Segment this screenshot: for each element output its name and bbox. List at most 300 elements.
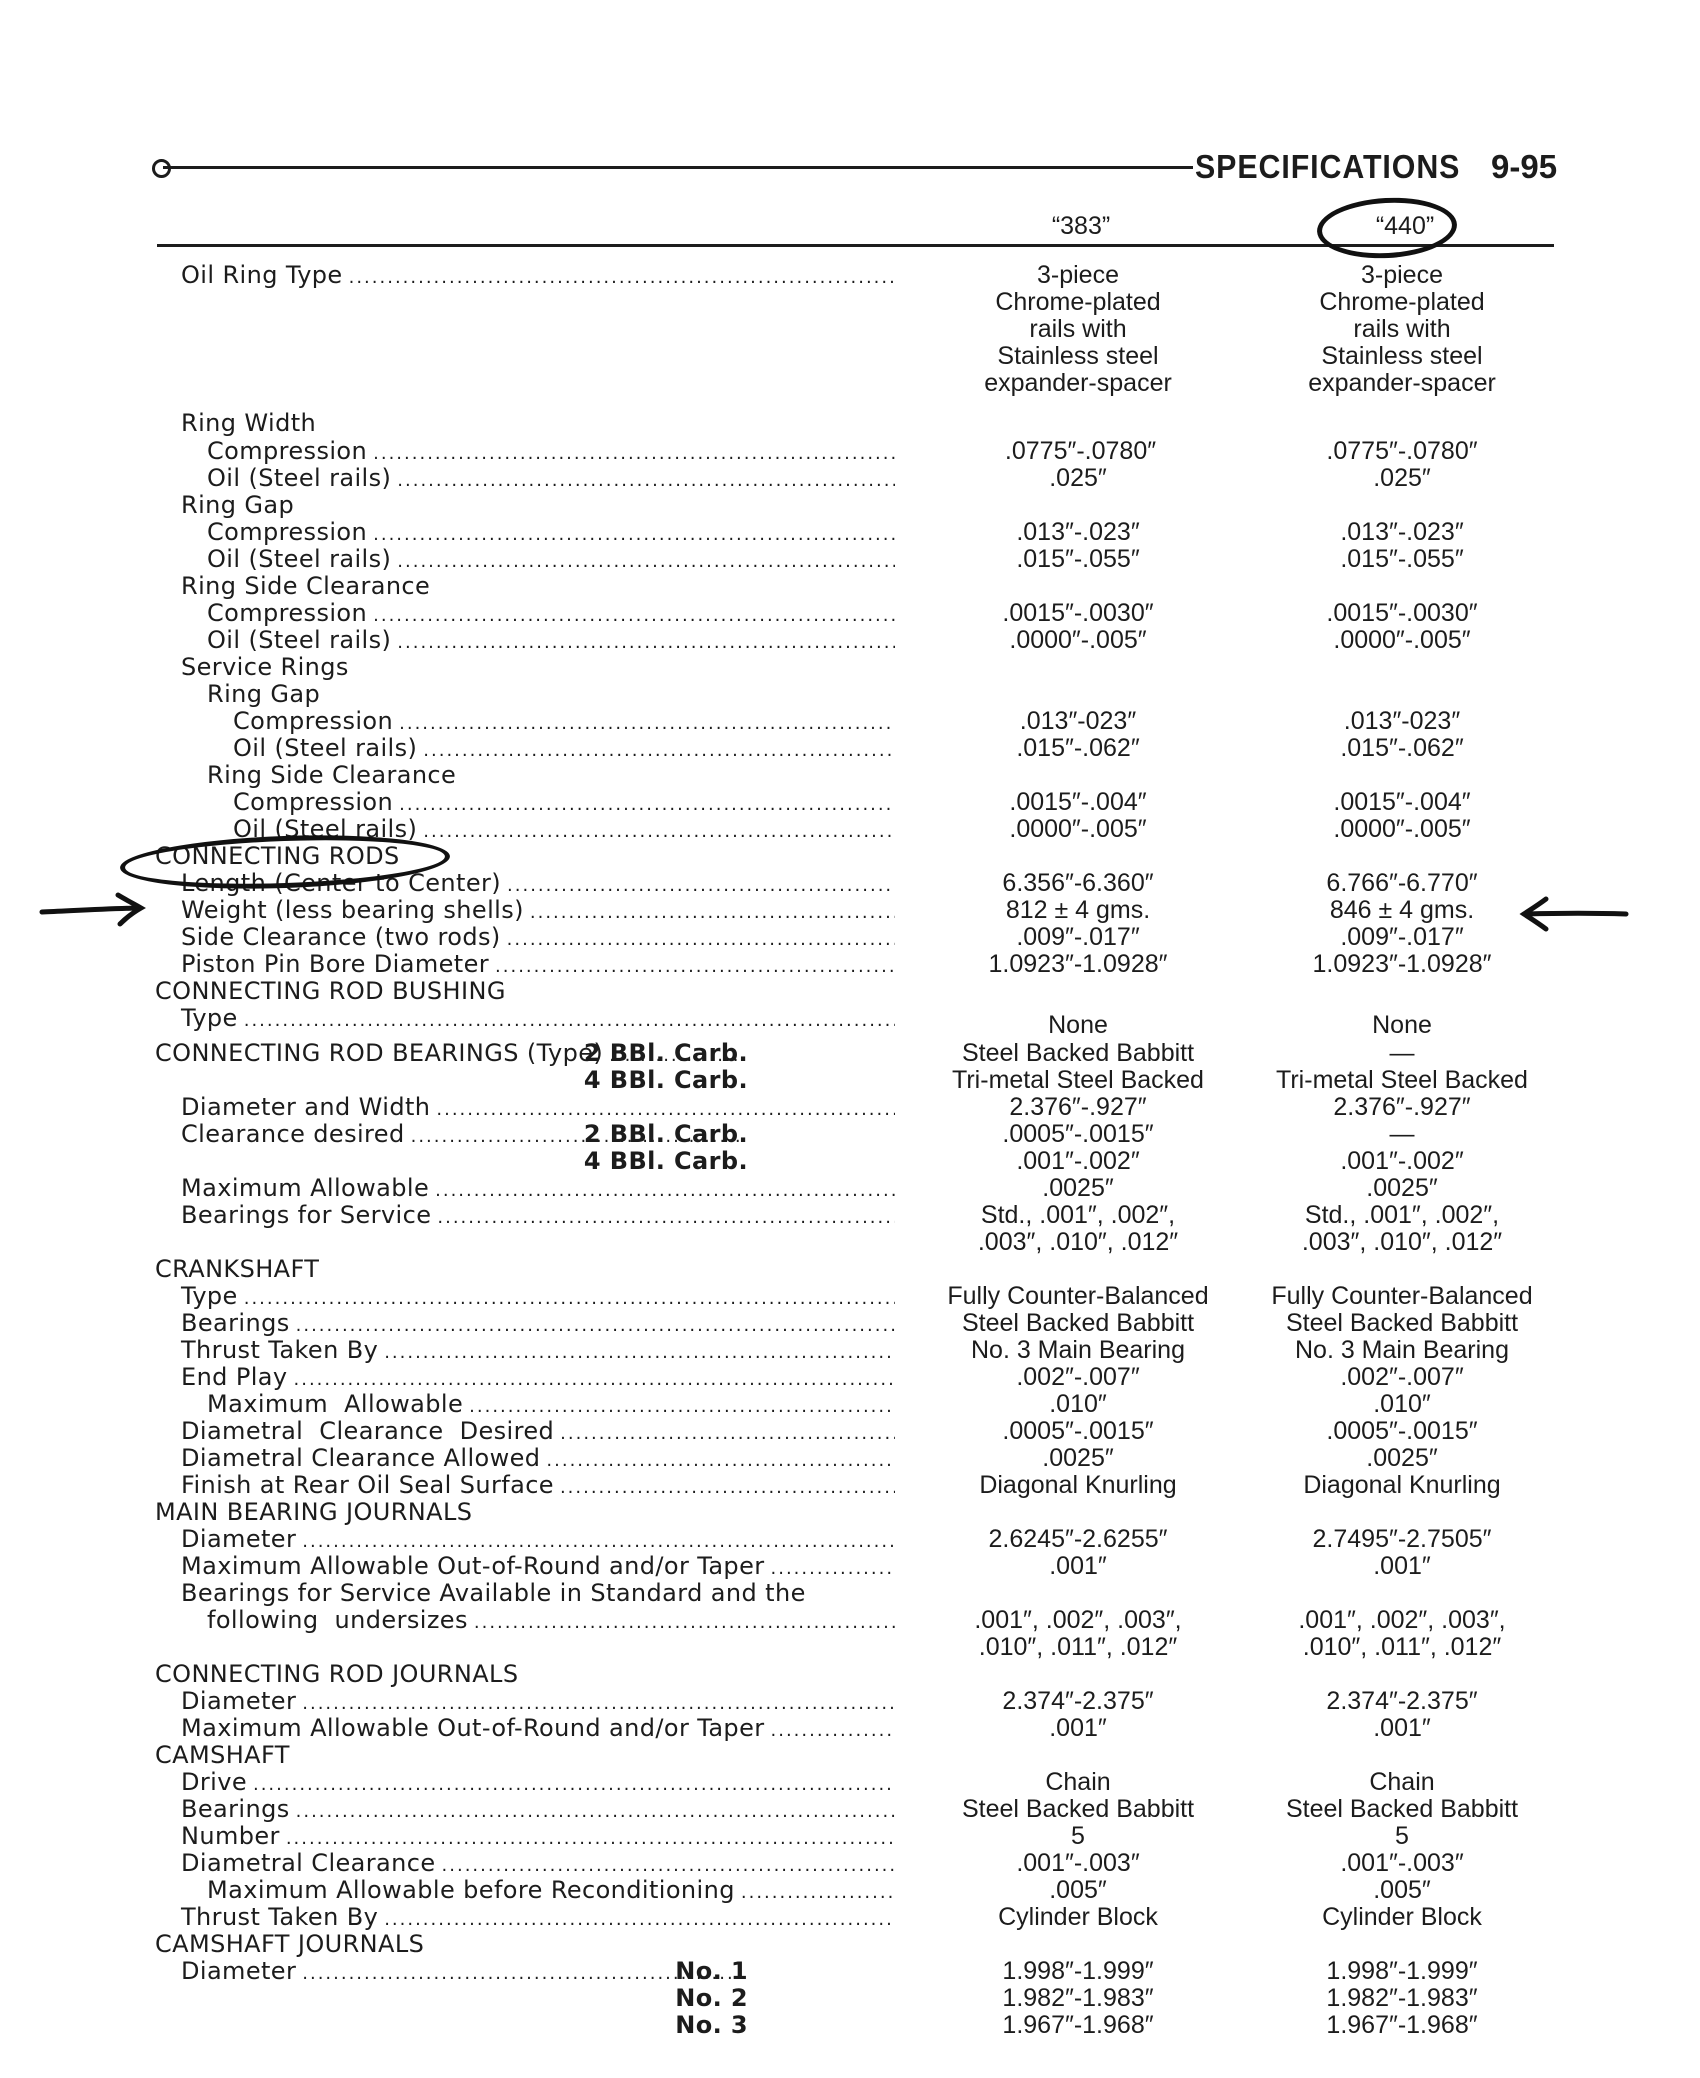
spec-value-440	[1242, 1553, 1562, 1580]
spec-value-line: 3-piece	[1361, 261, 1443, 289]
spec-sublabel-text: 2 BBl. Carb.	[583, 1039, 748, 1067]
spec-value-440	[1242, 1012, 1562, 1039]
spec-value-line: 2.374″-2.375″	[1326, 1687, 1478, 1715]
spec-value-line: .013″-.023″	[1016, 518, 1140, 546]
spec-label-text: Weight (less bearing shells)	[181, 896, 524, 924]
spec-value-440	[1242, 1175, 1562, 1202]
spec-value-line: .010″, .011″, .012″	[1302, 1633, 1502, 1661]
dot-leader	[253, 1771, 895, 1798]
spec-sublabel	[667, 1985, 748, 2012]
spec-value-440	[1242, 1202, 1562, 1256]
spec-value-440	[1242, 1607, 1562, 1661]
spec-label-text: Ring Gap	[207, 680, 321, 708]
spec-sublabel	[576, 1067, 748, 1094]
spec-value-line: .001″	[1049, 1552, 1107, 1580]
spec-value-line: 1.998″-1.999″	[1326, 1957, 1478, 1985]
spec-value-440	[1242, 1796, 1562, 1823]
spec-value-line: 812 ± 4 gms.	[1005, 896, 1151, 924]
spec-label-text: Finish at Rear Oil Seal Surface	[181, 1471, 554, 1499]
spec-value-440	[1242, 1877, 1562, 1904]
spec-value-440	[1242, 1040, 1562, 1067]
spec-label-text: CAMSHAFT JOURNALS	[155, 1930, 425, 1958]
spec-label-text: Compression	[233, 788, 394, 816]
spec-label	[181, 1850, 895, 1879]
spec-value-line: Steel Backed Babbitt	[961, 1309, 1195, 1337]
spec-label	[181, 1580, 895, 1607]
spec-value-line: 1.982″-1.983″	[1326, 1984, 1478, 2012]
spec-value-440	[1242, 519, 1562, 546]
spec-value-440	[1242, 1958, 1562, 1985]
spec-value-440	[1242, 1067, 1562, 1094]
spec-label-text: Length (Center to Center)	[181, 869, 502, 897]
dot-leader	[384, 1906, 895, 1933]
spec-sublabel	[667, 1958, 748, 1985]
spec-label	[207, 600, 895, 629]
spec-value-383	[918, 1094, 1238, 1121]
spec-value-440	[1242, 1337, 1562, 1364]
spec-label	[181, 1202, 895, 1231]
spec-value-383	[918, 924, 1238, 951]
spec-label	[181, 410, 895, 437]
spec-value-line: Steel Backed Babbitt	[961, 1039, 1195, 1067]
dot-leader	[397, 548, 895, 575]
spec-value-line: Steel Backed Babbitt	[1285, 1309, 1519, 1337]
spec-value-383	[918, 1202, 1238, 1256]
spec-sublabel	[576, 1040, 748, 1067]
spec-label-text: Ring Width	[181, 409, 317, 437]
spec-label-text: Diametral Clearance Allowed	[181, 1444, 541, 1472]
spec-value-line: .002″-.007″	[1340, 1363, 1464, 1391]
spec-value-line: Tri-metal Steel Backed	[952, 1066, 1204, 1094]
spec-label	[181, 1445, 895, 1474]
spec-value-line: .0025″	[1042, 1174, 1114, 1202]
spec-label	[207, 438, 895, 467]
spec-value-line: .001″-.002″	[1340, 1147, 1464, 1175]
spec-value-line: .015″-.055″	[1340, 545, 1464, 573]
spec-label-text: CONNECTING ROD BEARINGS (Type)	[155, 1039, 604, 1067]
spec-value-383	[918, 1823, 1238, 1850]
spec-label-text: Compression	[207, 437, 368, 465]
spec-value-383	[918, 600, 1238, 627]
spec-label	[181, 1364, 895, 1393]
spec-value-line: Fully Counter-Balanced	[1271, 1282, 1533, 1310]
spec-label	[207, 519, 895, 548]
spec-value-line: .025″	[1049, 464, 1107, 492]
spec-value-440	[1242, 627, 1562, 654]
spec-value-383	[918, 465, 1238, 492]
spec-label-text: Diameter	[181, 1957, 297, 1985]
spec-value-line: Steel Backed Babbitt	[961, 1795, 1195, 1823]
spec-label	[181, 573, 895, 600]
spec-label-text: Bearings	[181, 1795, 290, 1823]
dot-leader	[296, 1798, 895, 1825]
spec-value-383	[918, 1067, 1238, 1094]
spec-label-text: Ring Side Clearance	[181, 572, 431, 600]
dot-leader	[294, 1366, 896, 1393]
spec-label-text: Compression	[207, 518, 368, 546]
spec-value-383	[918, 262, 1238, 397]
spec-value-383	[918, 1418, 1238, 1445]
spec-value-383	[918, 1310, 1238, 1337]
spec-label	[207, 546, 895, 575]
spec-value-line: 3-piece	[1037, 261, 1119, 289]
dot-leader	[423, 737, 895, 764]
spec-sublabel-text: No. 3	[675, 2011, 748, 2039]
spec-value-line: 2.7495″-2.7505″	[1312, 1525, 1492, 1553]
spec-value-line: —	[1389, 1039, 1415, 1067]
spec-value-line: 2.376″-.927″	[1333, 1093, 1471, 1121]
spec-label	[181, 1418, 895, 1447]
spec-value-line: None	[1048, 1011, 1108, 1039]
spec-label	[181, 654, 895, 681]
spec-value-line: Chain	[1045, 1768, 1111, 1796]
spec-value-line: Chrome-plated	[1319, 288, 1485, 316]
spec-label	[181, 1526, 895, 1555]
spec-label-text: following undersizes	[207, 1606, 468, 1634]
spec-value-383	[918, 897, 1238, 924]
spec-value-line: .015″-.062″	[1016, 734, 1140, 762]
spec-value-440	[1242, 600, 1562, 627]
spec-value-line: 2.6245″-2.6255″	[988, 1525, 1168, 1553]
spec-label	[181, 1337, 895, 1366]
spec-label-text: Diameter and Width	[181, 1093, 431, 1121]
dot-leader	[741, 1879, 895, 1906]
spec-label-text: Oil (Steel rails)	[207, 545, 392, 573]
spec-value-440	[1242, 1715, 1562, 1742]
dot-leader	[349, 264, 895, 291]
spec-value-383	[918, 1715, 1238, 1742]
spec-value-line: .010″, .011″, .012″	[978, 1633, 1178, 1661]
spec-label-text: Thrust Taken By	[181, 1903, 379, 1931]
spec-value-line: .0015″-.004″	[1009, 788, 1147, 816]
spec-value-line: .013″-023″	[1019, 707, 1137, 735]
spec-sublabel-text: No. 2	[675, 1984, 748, 2012]
spec-label-text: Compression	[207, 599, 368, 627]
spec-value-line: .0775″-.0780″	[1326, 437, 1478, 465]
spec-value-440	[1242, 262, 1562, 397]
spec-value-383	[918, 1553, 1238, 1580]
spec-label	[181, 492, 895, 519]
spec-label	[155, 1256, 895, 1283]
spec-label	[181, 1175, 895, 1204]
spec-sublabel-text: 4 BBl. Carb.	[583, 1147, 748, 1175]
spec-value-line: Cylinder Block	[998, 1903, 1158, 1931]
dot-leader	[244, 1007, 895, 1034]
spec-value-383	[918, 1337, 1238, 1364]
spec-label-text: Thrust Taken By	[181, 1336, 379, 1364]
spec-value-383	[918, 546, 1238, 573]
spec-label	[181, 1094, 895, 1123]
spec-value-line: Fully Counter-Balanced	[947, 1282, 1209, 1310]
spec-label	[207, 1877, 895, 1906]
spec-value-383	[918, 1796, 1238, 1823]
spec-value-440	[1242, 1283, 1562, 1310]
spec-label-text: Maximum Allowable before Reconditioning	[207, 1876, 735, 1904]
spec-value-440	[1242, 951, 1562, 978]
spec-value-line: .015″-.055″	[1016, 545, 1140, 573]
spec-value-383	[918, 789, 1238, 816]
spec-label-text: Diameter	[181, 1525, 297, 1553]
dot-leader	[373, 602, 895, 629]
spec-label-text: Bearings	[181, 1309, 290, 1337]
spec-value-line: .003″, .010″, .012″	[1301, 1228, 1503, 1256]
spec-label	[207, 627, 895, 656]
spec-value-440	[1242, 897, 1562, 924]
spec-value-line: .0000″-.005″	[1009, 626, 1147, 654]
spec-value-line: 1.967″-1.968″	[1326, 2011, 1478, 2039]
spec-value-383	[918, 2012, 1238, 2039]
spec-value-383	[918, 816, 1238, 843]
spec-value-383	[918, 1175, 1238, 1202]
spec-label-text: Oil (Steel rails)	[233, 734, 418, 762]
spec-value-line: .001″, .002″, .003″,	[974, 1606, 1182, 1634]
spec-value-line: .0775″-.0780″	[999, 437, 1157, 465]
spec-value-440	[1242, 870, 1562, 897]
spec-label	[207, 762, 895, 789]
spec-value-line: .0015″-.0030″	[1002, 599, 1154, 627]
spec-label	[233, 735, 895, 764]
spec-value-line: .025″	[1373, 464, 1431, 492]
spec-value-440	[1242, 1310, 1562, 1337]
dot-leader	[530, 899, 895, 926]
dot-leader	[469, 1393, 895, 1420]
spec-value-line: .001″-.003″	[1016, 1849, 1140, 1877]
spec-label-text: CONNECTING RODS	[155, 842, 400, 870]
spec-value-440	[1242, 546, 1562, 573]
spec-value-440	[1242, 1121, 1562, 1148]
spec-value-383	[918, 1526, 1238, 1553]
dot-leader	[302, 1528, 895, 1555]
spec-value-383	[918, 870, 1238, 897]
spec-value-line: No. 3 Main Bearing	[1294, 1336, 1509, 1364]
dot-leader	[296, 1312, 895, 1339]
dot-leader	[771, 1717, 896, 1744]
spec-value-440	[1242, 1418, 1562, 1445]
spec-value-line: Std., .001″, .002″,	[1304, 1201, 1500, 1229]
spec-label	[155, 1931, 895, 1958]
spec-value-line: .0000″-.005″	[1333, 815, 1471, 843]
spec-value-440	[1242, 1985, 1562, 2012]
spec-value-line: 1.0923″-1.0928″	[1312, 950, 1492, 978]
column-header-383: “383”	[1051, 212, 1111, 240]
spec-value-440	[1242, 816, 1562, 843]
spec-value-383	[918, 735, 1238, 762]
spec-label	[181, 1310, 895, 1339]
spec-label-text: Ring Side Clearance	[207, 761, 457, 789]
dot-leader	[397, 467, 895, 494]
spec-value-383	[918, 438, 1238, 465]
spec-value-line: .001″, .002″, .003″,	[1298, 1606, 1506, 1634]
dot-leader	[302, 1690, 895, 1717]
spec-value-383	[918, 1283, 1238, 1310]
spec-value-440	[1242, 1904, 1562, 1931]
spec-label-text: Ring Gap	[181, 491, 295, 519]
spec-value-line: .013″-.023″	[1340, 518, 1464, 546]
spec-label-text: Number	[181, 1822, 280, 1850]
spec-value-line: 6.356″-6.360″	[1002, 869, 1154, 897]
spec-label-text: Maximum Allowable Out-of-Round and/or Taper	[181, 1552, 765, 1580]
spec-value-line: 1.982″-1.983″	[1002, 1984, 1154, 2012]
spec-value-line: .0000″-.005″	[1333, 626, 1471, 654]
spec-value-line: No. 3 Main Bearing	[970, 1336, 1185, 1364]
spec-label	[181, 897, 895, 926]
spec-value-383	[918, 519, 1238, 546]
spec-value-line: .013″-023″	[1343, 707, 1461, 735]
spec-label	[233, 789, 895, 818]
spec-label-text: Drive	[181, 1768, 247, 1796]
spec-sublabel-text: 2 BBl. Carb.	[583, 1120, 748, 1148]
spec-value-383	[918, 1877, 1238, 1904]
dot-leader	[442, 1852, 895, 1879]
spec-value-line: .0025″	[1042, 1444, 1114, 1472]
spec-value-line: .0005″-.0015″	[1002, 1417, 1154, 1445]
header-rule	[163, 166, 1193, 169]
spec-value-440	[1242, 1472, 1562, 1499]
spec-label-text: Type	[181, 1282, 238, 1310]
dot-leader	[286, 1825, 895, 1852]
spec-label-text: MAIN BEARING JOURNALS	[155, 1498, 473, 1526]
spec-label-text: Diametral Clearance	[181, 1849, 436, 1877]
spec-value-line: .002″-.007″	[1016, 1363, 1140, 1391]
spec-value-440	[1242, 1391, 1562, 1418]
dot-leader	[546, 1447, 895, 1474]
spec-value-line: 846 ± 4 gms.	[1329, 896, 1475, 924]
spec-value-383	[918, 1040, 1238, 1067]
spec-value-383	[918, 1607, 1238, 1661]
spec-value-line: Stainless steel	[997, 342, 1159, 370]
spec-value-line: Chrome-plated	[995, 288, 1161, 316]
spec-label-text: Diameter	[181, 1687, 297, 1715]
spec-value-383	[918, 627, 1238, 654]
spec-label-text: Service Rings	[181, 653, 349, 681]
spec-value-line: 2.376″-.927″	[1009, 1093, 1147, 1121]
spec-sublabel-text: No. 1	[675, 1957, 748, 1985]
spec-label-text: Clearance desired	[181, 1120, 405, 1148]
spec-sublabel	[576, 1121, 748, 1148]
spec-value-line: Chain	[1369, 1768, 1435, 1796]
spec-label	[181, 262, 895, 291]
spec-label-text: Oil (Steel rails)	[207, 626, 392, 654]
spec-label-text: Bearings for Service Available in Standard and the	[181, 1579, 806, 1607]
spec-value-line: 1.0923″-1.0928″	[988, 950, 1168, 978]
dot-leader	[373, 440, 895, 467]
spec-label-text: Oil (Steel rails)	[207, 464, 392, 492]
spec-value-line: Tri-metal Steel Backed	[1276, 1066, 1528, 1094]
spec-label-text: Maximum Allowable Out-of-Round and/or Taper	[181, 1714, 765, 1742]
spec-value-440	[1242, 438, 1562, 465]
spec-label-text: Maximum Allowable	[181, 1174, 430, 1202]
dot-leader	[399, 791, 895, 818]
spec-value-383	[918, 1904, 1238, 1931]
spec-value-line: .003″, .010″, .012″	[977, 1228, 1179, 1256]
spec-value-line: rails with	[1353, 315, 1451, 343]
dot-leader	[399, 710, 895, 737]
spec-value-line: .0015″-.004″	[1333, 788, 1471, 816]
spec-value-383	[918, 1958, 1238, 1985]
spec-label-text: Oil (Steel rails)	[233, 815, 418, 843]
spec-value-line: Cylinder Block	[1322, 1903, 1482, 1931]
spec-label-text: Piston Pin Bore Diameter	[181, 950, 490, 978]
spec-value-line: .001″-.002″	[1016, 1147, 1140, 1175]
spec-label	[155, 1661, 895, 1688]
page-number: 9-95	[1491, 148, 1558, 185]
spec-label	[181, 1688, 895, 1717]
spec-label	[181, 1904, 895, 1933]
spec-value-line: 2.374″-2.375″	[1002, 1687, 1154, 1715]
spec-value-line: .015″-.062″	[1340, 734, 1464, 762]
spec-value-line: Steel Backed Babbitt	[1285, 1795, 1519, 1823]
dot-leader	[435, 1177, 895, 1204]
spec-value-440	[1242, 924, 1562, 951]
spec-label	[181, 1823, 895, 1852]
spec-label	[181, 1472, 895, 1501]
spec-value-440	[1242, 1688, 1562, 1715]
spec-label	[181, 1553, 895, 1582]
spec-value-line: 5	[1071, 1822, 1085, 1850]
spec-value-line: Diagonal Knurling	[979, 1471, 1177, 1499]
spec-label-text: Type	[181, 1004, 238, 1032]
hand-drawn-arrow-right-icon	[38, 890, 148, 930]
spec-value-440	[1242, 1094, 1562, 1121]
spec-value-383	[918, 1391, 1238, 1418]
spec-value-line: expander-spacer	[1308, 369, 1496, 397]
spec-label	[207, 1391, 895, 1420]
spec-value-line: .0025″	[1366, 1174, 1438, 1202]
spec-value-440	[1242, 735, 1562, 762]
dot-leader	[560, 1420, 895, 1447]
spec-value-line: None	[1372, 1011, 1432, 1039]
spec-label	[207, 1607, 895, 1636]
spec-label	[181, 924, 895, 953]
spec-label-text: End Play	[181, 1363, 288, 1391]
spec-label-text: CRANKSHAFT	[155, 1255, 320, 1283]
spec-label	[207, 465, 895, 494]
column-header-440: “440”	[1375, 212, 1435, 240]
dot-leader	[771, 1555, 896, 1582]
spec-value-line: .009″-.017″	[1340, 923, 1464, 951]
spec-value-line: .001″	[1373, 1552, 1431, 1580]
spec-value-line: .001″	[1049, 1714, 1107, 1742]
dot-leader	[384, 1339, 895, 1366]
dot-leader	[436, 1096, 895, 1123]
spec-label	[181, 1005, 895, 1034]
dot-leader	[495, 953, 895, 980]
spec-value-line: expander-spacer	[984, 369, 1172, 397]
dot-leader	[507, 872, 895, 899]
dot-leader	[474, 1609, 895, 1636]
spec-value-440	[1242, 789, 1562, 816]
spec-value-440	[1242, 1364, 1562, 1391]
spec-label	[181, 1283, 895, 1312]
spec-label	[181, 1715, 895, 1744]
spec-label-text: CONNECTING ROD JOURNALS	[155, 1660, 519, 1688]
spec-value-line: .010″	[1373, 1390, 1431, 1418]
spec-value-line: .001″	[1373, 1714, 1431, 1742]
spec-value-line: .0015″-.0030″	[1326, 599, 1478, 627]
spec-value-line: .001″-.003″	[1340, 1849, 1464, 1877]
spec-label-text: Compression	[233, 707, 394, 735]
dot-leader	[560, 1474, 895, 1501]
spec-label	[155, 1499, 895, 1526]
spec-label	[207, 681, 895, 708]
spec-value-line: .009″-.017″	[1016, 923, 1140, 951]
spec-value-line: 1.967″-1.968″	[1002, 2011, 1154, 2039]
spec-value-line: 1.998″-1.999″	[1002, 1957, 1154, 1985]
spec-value-440	[1242, 1526, 1562, 1553]
spec-label	[181, 1958, 740, 1987]
dot-leader	[437, 1204, 895, 1231]
spec-value-383	[918, 1472, 1238, 1499]
